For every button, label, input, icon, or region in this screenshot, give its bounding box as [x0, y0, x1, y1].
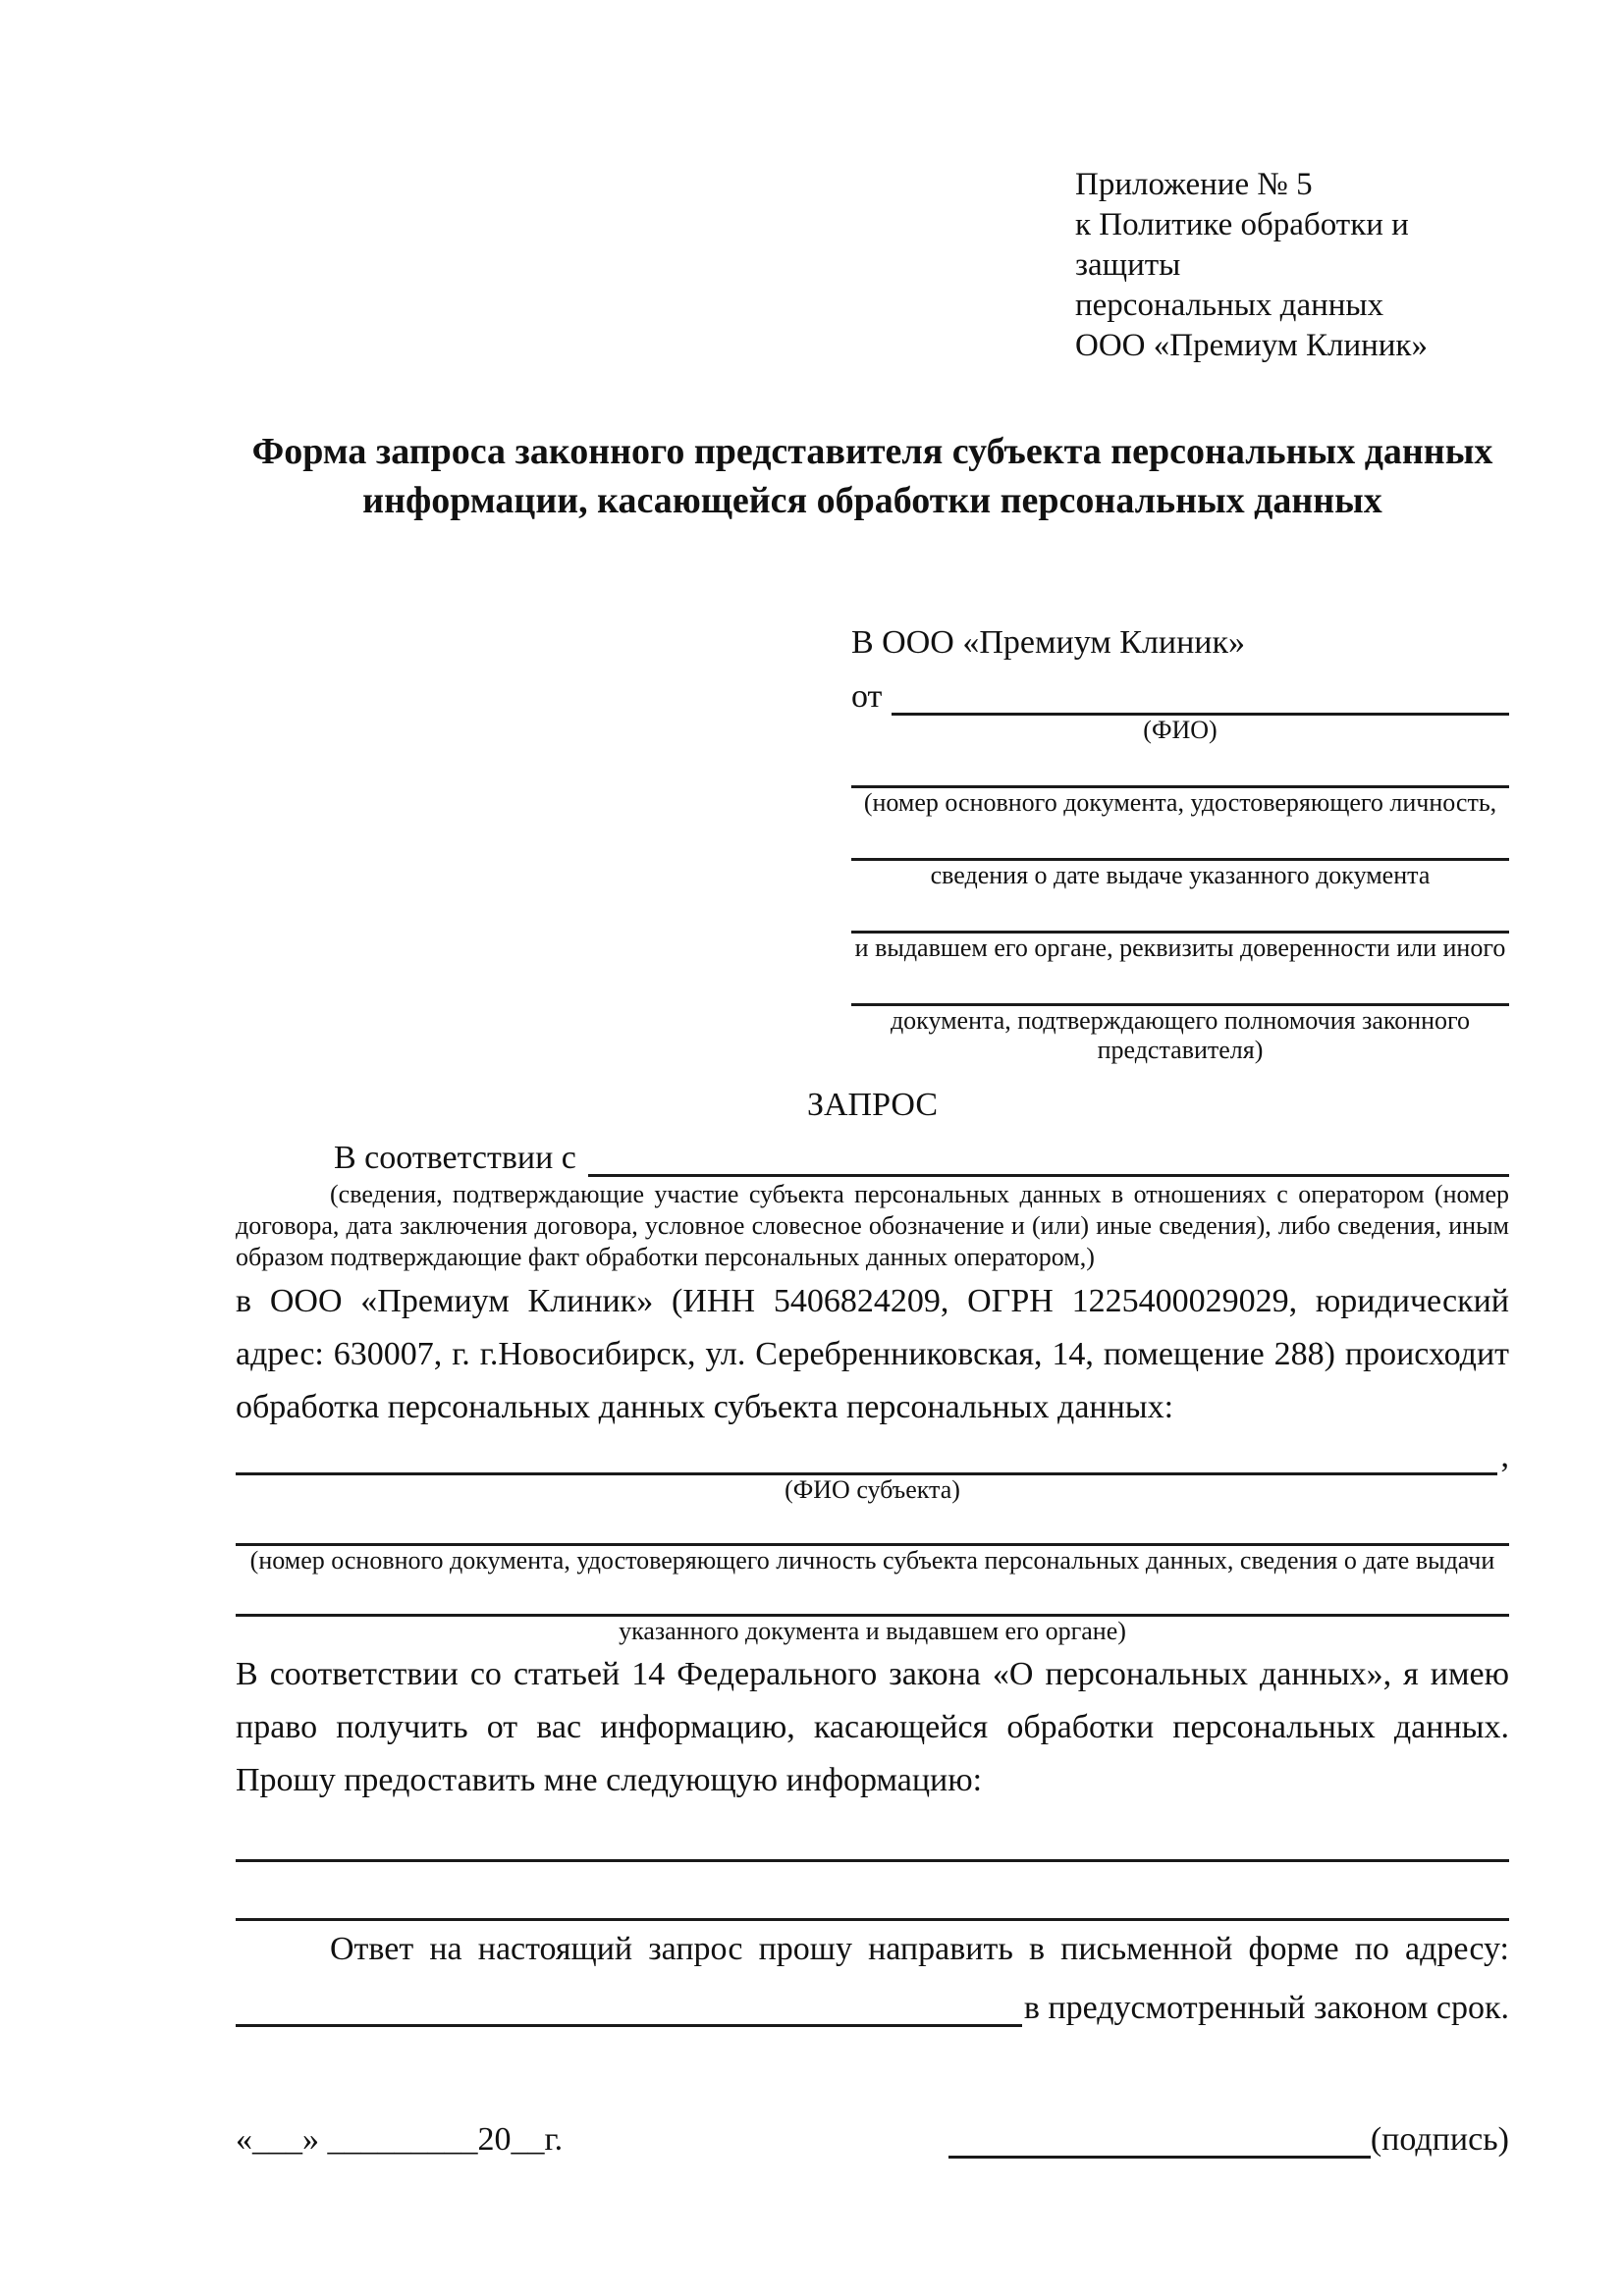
reply-paragraph: Ответ на настоящий запрос прошу направить в письменной форме по адресу: [330, 1931, 1509, 1967]
request-heading: ЗАПРОС [806, 1087, 939, 1123]
document-title-line-1: Форма запроса законного представителя субъекта персональных данных [251, 431, 1493, 472]
fio-caption: (ФИО) [1143, 716, 1218, 744]
subject-doc-caption-2: указанного документа и выдавшем его органе) [619, 1617, 1126, 1645]
subject-fio-caption: (ФИО субъекта) [785, 1475, 960, 1504]
field-caption: и выдавшем его органе, реквизиты доверенности или иного [854, 934, 1506, 962]
subject-comma: , [1500, 1438, 1509, 1474]
document-title-line-2: информации, касающейся обработки персональных данных [362, 480, 1382, 521]
operator-paragraph: в ООО «Премиум Клиник» (ИНН 5406824209, ОГРН 1225400029029, юридический адрес: 630007, г. г.Новосибирск, ул. Серебренниковская, 14, помещение 288) происходит обработка персональных данных субъекта персональных данных: [236, 1283, 1509, 1425]
fill-line [236, 1438, 1497, 1475]
signature-line [948, 2121, 1371, 2159]
reply-tail: в предусмотренный законом срок. [1023, 1990, 1509, 2026]
fill-line [851, 749, 1509, 788]
appendix-line: Приложение № 5 [1075, 167, 1313, 202]
date-blank: «___» _________20__г. [236, 2121, 564, 2158]
fill-line [851, 894, 1509, 934]
fill-line [588, 1134, 1509, 1177]
from-label: от [851, 678, 883, 715]
fill-line [236, 1884, 1509, 1921]
appendix-line: ООО «Премиум Клиник» [1075, 328, 1428, 363]
fill-line [236, 1509, 1509, 1546]
blank-info-row [236, 1880, 1509, 1921]
field-caption: сведения о дате выдаче указанного документа [930, 861, 1431, 889]
representative-doc-field [851, 967, 1509, 1065]
request-intro-label: В соответствии с [334, 1140, 576, 1176]
appendix-line: персональных данных [1075, 288, 1384, 323]
field-caption: (номер основного документа, удостоверяющего личность, [863, 788, 1497, 817]
law-paragraph: В соответствии со статьей 14 Федерального закона «О персональных данных», я имею право получить от вас информацию, касающейся обработки персональных данных. Прошу предоставить мне следующую информацию: [236, 1656, 1509, 1798]
representative-doc-field [851, 749, 1509, 818]
field-caption: документа, подтверждающего полномочия законного представителя) [890, 1006, 1471, 1064]
signature-part [948, 2121, 1509, 2159]
fill-line [236, 1579, 1509, 1617]
subject-doc-row [236, 1505, 1509, 1546]
request-intro-note: (сведения, подтверждающие участие субъекта персональных данных в отношениях с оператором (номер договора, дата заключения договора, условное словесное обозначение и (или) иные сведения), либо сведения, иным образом подтверждающие факт обработки персональных данных оператором,) [236, 1180, 1509, 1271]
reply-address-row [236, 1976, 1509, 2027]
appendix-header [1075, 165, 1509, 366]
blank-info-row [236, 1821, 1509, 1862]
fill-line [851, 822, 1509, 861]
representative-doc-field [851, 822, 1509, 890]
signature-row [236, 2121, 1509, 2159]
from-row [851, 672, 1509, 716]
document-title [236, 427, 1509, 525]
request-intro-row [236, 1128, 1509, 1177]
fill-line [851, 967, 1509, 1006]
subject-fio-row [236, 1434, 1509, 1475]
appendix-line: к Политике обработки и защиты [1075, 207, 1409, 283]
addressee-block [851, 621, 1509, 1065]
signature-caption: (подпись) [1370, 2121, 1509, 2158]
representative-doc-field [851, 894, 1509, 963]
subject-doc-caption-1: (номер основного документа, удостоверяющего личность субъекта персональных данных, сведения о дате выдачи [249, 1546, 1495, 1575]
addressee-to: В ООО «Премиум Клиник» [851, 624, 1246, 661]
fill-line [236, 1984, 1022, 2027]
fill-line [236, 1825, 1509, 1862]
subject-doc-row [236, 1575, 1509, 1617]
from-fill-line [892, 676, 1509, 716]
